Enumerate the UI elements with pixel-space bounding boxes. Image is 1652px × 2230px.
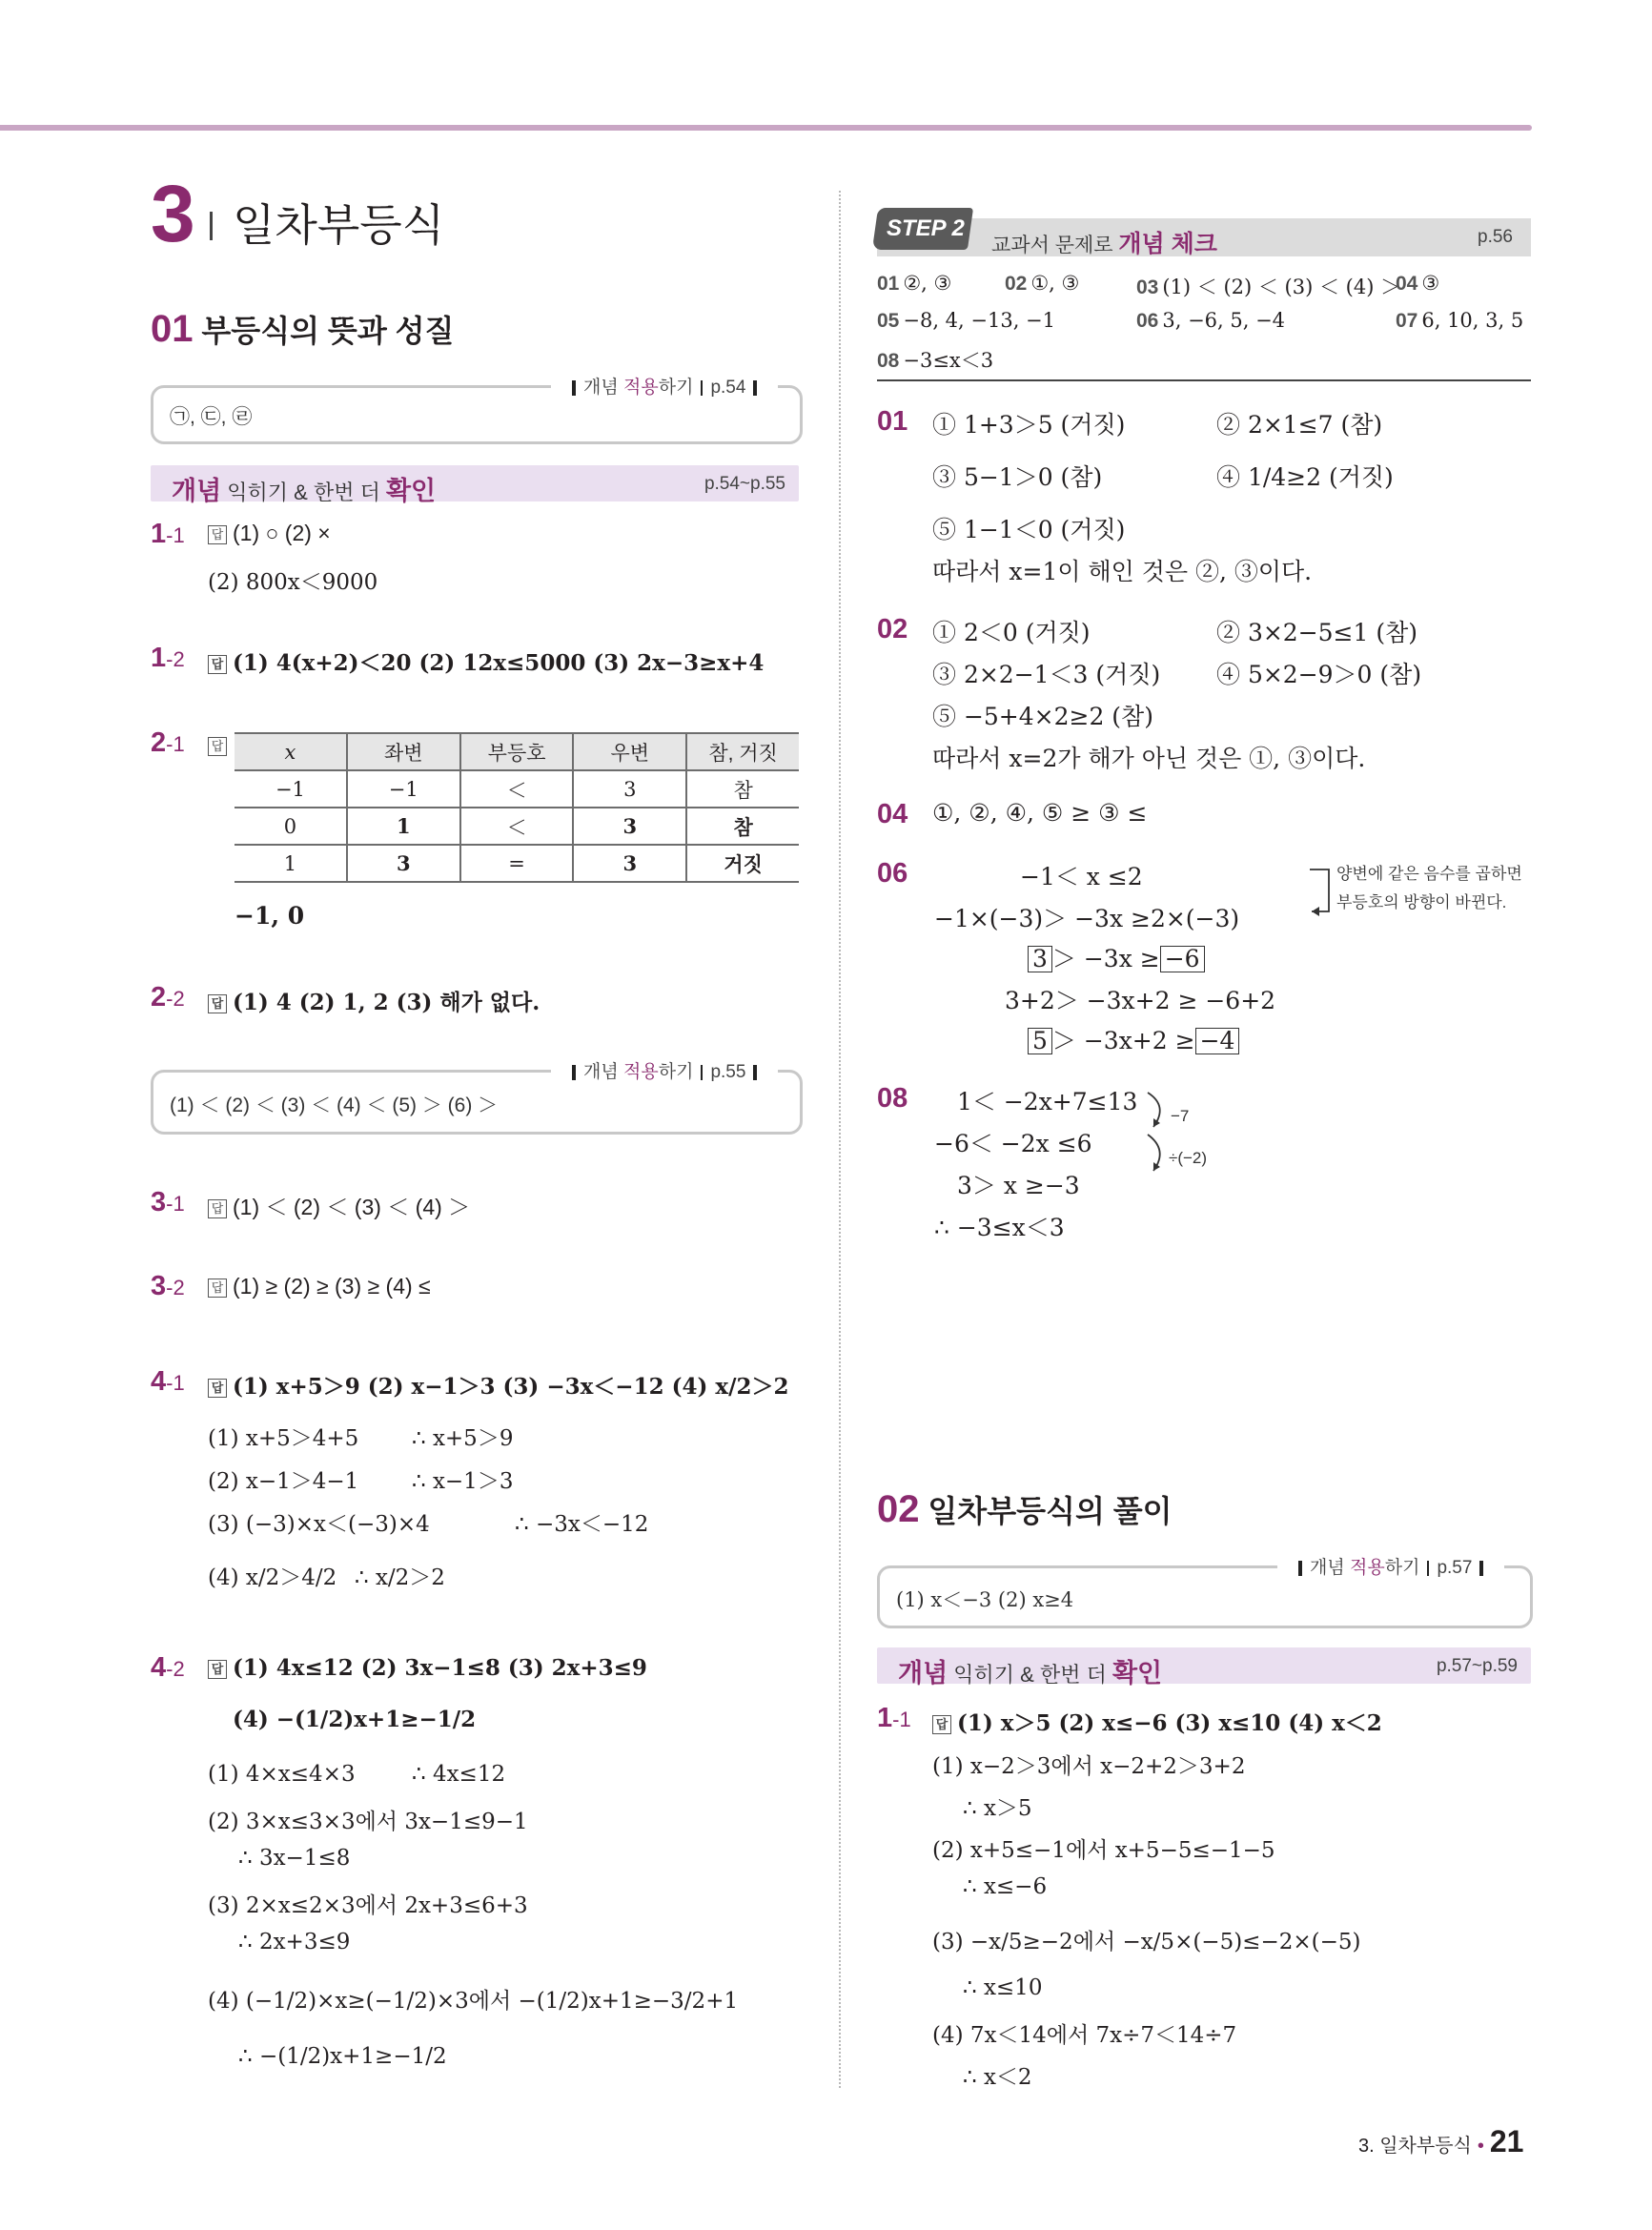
solution-02-line-2a: ③ 2×2−1＜3 (거짓): [932, 661, 1161, 688]
practice-banner-1: 개념 익히기 & 한번 더 확인 p.54~p.55: [151, 465, 799, 501]
problem-4-1-step-4-result: ∴ x/2＞2: [355, 1565, 445, 1590]
problem-2-2-answer: 답 (1) 4 (2) 1, 2 (3) 해가 없다.: [208, 985, 540, 1016]
solution-01-number: 01: [877, 406, 908, 437]
problem-1-1b-step-3-result: ∴ x≤10: [963, 1975, 1043, 2000]
solution-01-line-2a: ③ 5−1＞0 (참): [932, 463, 1103, 491]
chapter-divider: [210, 212, 213, 240]
problem-1-1b-step-3: (3) −x/5≥−2에서 −x/5×(−5)≤−2×(−5): [932, 1930, 1361, 1954]
practice-banner-2: 개념 익히기 & 한번 더 확인 p.57~p.59: [877, 1647, 1531, 1684]
problem-1-1-number: 1-1: [151, 519, 185, 549]
table-row: 1 3 = 3 거짓: [235, 845, 799, 882]
footer-chapter: 3. 일차부등식: [1358, 2136, 1472, 2157]
problem-1-1-solution: (2) 800x＜9000: [208, 570, 378, 595]
concept-box-1-tag: 개념 적용하기 p.54: [551, 373, 778, 399]
problem-1-1b-step-1-result: ∴ x＞5: [963, 1796, 1032, 1821]
step-2-answer-08: 08 −3≤x＜3: [877, 349, 994, 372]
truth-table: [235, 732, 799, 883]
problem-2-2-number: 2-2: [151, 982, 185, 1013]
solution-08-row-2: −6＜ −2x ≤6: [934, 1130, 1092, 1157]
step-2-answer-03: 03 (1) ＜ (2) ＜ (3) ＜ (4) ＞: [1136, 276, 1401, 298]
problem-1-2-number: 1-2: [151, 643, 185, 673]
step-2-answer-04: 04 ③: [1396, 272, 1440, 295]
section-2-number: 02: [877, 1488, 920, 1530]
concept-box-2-answer: (1) ＜ (2) ＜ (3) ＜ (4) ＜ (5) ＞ (6) ＞: [170, 1095, 499, 1116]
solution-08-note-1: −7: [1171, 1107, 1190, 1125]
solution-08-conclusion: ∴ −3≤x＜3: [934, 1214, 1065, 1241]
solution-02-line-1a: ① 2＜0 (거짓): [932, 619, 1091, 646]
solution-01-line-1a: ① 1+3＞5 (거짓): [932, 411, 1126, 439]
problem-1-1b-step-2-result: ∴ x≤−6: [963, 1874, 1048, 1899]
solution-08-row-1: 1＜ −2x+7≤13: [957, 1088, 1138, 1115]
problem-1-1b-step-2: (2) x+5≤−1에서 x+5−5≤−1−5: [932, 1838, 1275, 1863]
problem-4-1-number: 4-1: [151, 1366, 185, 1397]
problem-1-2-answer: 답 (1) 4(x+2)＜20 (2) 12x≤5000 (3) 2x−3≥x+4: [208, 645, 764, 677]
solution-01-line-1b: ② 2×1≤7 (참): [1216, 411, 1383, 439]
page-footer: 3. 일차부등식 • 21: [1358, 2124, 1524, 2158]
problem-2-1-number: 2-1: [151, 727, 185, 758]
solution-08-note-2: ÷(−2): [1169, 1149, 1208, 1167]
solution-02-line-1b: ② 3×2−5≤1 (참): [1216, 619, 1418, 646]
solution-01-line-2b: ④ 1/4≥2 (거짓): [1216, 463, 1394, 491]
section-2-heading: [877, 1487, 1173, 1531]
solution-06-row-2: −1×(−3)＞ −3x ≥2×(−3): [934, 905, 1240, 932]
solution-01-conclusion: 따라서 x=1이 해인 것은 ②, ③이다.: [932, 558, 1313, 585]
curved-arrows: [1144, 1087, 1173, 1192]
problem-4-1-step-3-result: ∴ −3x＜−12: [515, 1512, 649, 1537]
problem-3-2-number: 3-2: [151, 1271, 185, 1301]
problem-4-1-step-1-result: ∴ x+5＞9: [412, 1426, 514, 1451]
solution-06-note: 양변에 같은 음수를 곱하면 부등호의 방향이 바뀐다.: [1336, 865, 1522, 911]
section-1-number: 01: [151, 308, 194, 350]
problem-1-1b-step-1: (1) x−2＞3에서 x−2+2＞3+2: [932, 1754, 1246, 1779]
solution-02-line-2b: ④ 5×2−9＞0 (참): [1216, 661, 1422, 688]
step-2-answer-02: 02 ①, ③: [1005, 272, 1080, 295]
problem-4-2-step-4-result: ∴ −(1/2)x+1≥−1/2: [238, 2044, 447, 2069]
step-2-page: p.56: [1478, 227, 1513, 247]
problem-2-1-answer-mark: 답: [208, 730, 233, 758]
solution-08-row-3: 3＞ x ≥−3: [957, 1172, 1080, 1199]
problem-4-2-step-3-result: ∴ 2x+3≤9: [238, 1930, 351, 1954]
problem-4-2-step-1-result: ∴ 4x≤12: [412, 1762, 506, 1787]
concept-box-2-tag: 개념 적용하기 p.55: [551, 1057, 778, 1083]
problem-1-1b-step-4-result: ∴ x＜2: [963, 2065, 1032, 2090]
truth-table-header: x 좌변 부등호 우변 참, 거짓: [235, 733, 799, 770]
problem-4-2-step-2: (2) 3×x≤3×3에서 3x−1≤9−1: [208, 1810, 528, 1834]
problem-4-2-answer: 답 (1) 4x≤12 (2) 3x−1≤8 (3) 2x+3≤9: [208, 1655, 647, 1681]
problem-1-1b-answer: 답 (1) x＞5 (2) x≤−6 (3) x≤10 (4) x＜2: [932, 1706, 1382, 1737]
table-row: 0 1 ＜ 3 참: [235, 808, 799, 845]
solution-01-line-3: ⑤ 1−1＜0 (거짓): [932, 516, 1126, 543]
problem-4-1-answer: 답 (1) x+5＞9 (2) x−1＞3 (3) −3x＜−12 (4) x/2＞2: [208, 1369, 789, 1401]
column-divider: [839, 191, 841, 2088]
concept-box-3-tag: 개념 적용하기 p.57: [1277, 1553, 1504, 1579]
section-1-title: 부등식의 뜻과 성질: [201, 314, 455, 348]
problem-4-1-step-2-result: ∴ x−1＞3: [412, 1469, 514, 1494]
solution-06-row-5: 5 ＞ −3x+2 ≥ −4: [1028, 1022, 1239, 1056]
problem-1-1b-number: 1-1: [877, 1703, 911, 1733]
problem-3-1-answer: 답 (1) ＜ (2) ＜ (3) ＜ (4) ＞: [208, 1190, 470, 1221]
problem-4-2-step-4: (4) (−1/2)×x≥(−1/2)×3에서 −(1/2)x+1≥−3/2+1: [208, 1989, 739, 2014]
solution-02-number: 02: [877, 614, 908, 644]
section-1-heading: [151, 307, 454, 351]
step-2-answer-01: 01 ②, ③: [877, 272, 952, 295]
problem-1-1-answer: 답 (1) ○ (2) ×: [208, 521, 331, 546]
problem-3-2-answer: 답 (1) ≥ (2) ≥ (3) ≥ (4) ≤: [208, 1274, 431, 1299]
solution-04-text: ①, ②, ④, ⑤ ≥ ③ ≤: [932, 799, 1148, 827]
problem-4-1-step-2: (2) x−1＞4−1: [208, 1469, 359, 1494]
problem-4-1-step-4: (4) x/2＞4/2: [208, 1565, 337, 1590]
problem-2-1-result: −1, 0: [235, 902, 305, 930]
solution-06-number: 06: [877, 858, 908, 889]
page-number: 21: [1489, 2124, 1524, 2158]
solution-06-row-3: 3 ＞ −3x ≥ −6: [1028, 940, 1205, 974]
solution-04-number: 04: [877, 799, 908, 829]
problem-4-1-step-3: (3) (−3)×x＜(−3)×4: [208, 1512, 430, 1537]
solution-06-row-1: −1＜ x ≤2: [1020, 863, 1143, 890]
problem-4-1-step-1: (1) x+5＞4+5: [208, 1426, 359, 1451]
step-2-answer-07: 07 6, 10, 3, 5: [1396, 309, 1524, 332]
problem-4-2-answer-4: (4) −(1/2)x+1≥−1/2: [233, 1707, 477, 1732]
solution-02-line-3: ⑤ −5+4×2≥2 (참): [932, 703, 1153, 730]
section-2-title: 일차부등식의 풀이: [928, 1494, 1173, 1528]
concept-box-3-answer: (1) x＜−3 (2) x≥4: [896, 1588, 1074, 1611]
problem-4-2-step-2-result: ∴ 3x−1≤8: [238, 1846, 351, 1871]
table-row: −1 −1 ＜ 3 참: [235, 770, 799, 808]
step-2-badge-label: STEP 2: [887, 215, 965, 241]
chapter-number: 3: [151, 169, 195, 258]
step-2-answer-06: 06 3, −6, 5, −4: [1136, 309, 1286, 332]
concept-box-1-answer: ㉠, ㉢, ㉣: [170, 406, 253, 428]
step-2-answer-05: 05 −8, 4, −13, −1: [877, 309, 1056, 332]
solution-06-row-4: 3+2＞ −3x+2 ≥ −6+2: [1005, 987, 1276, 1014]
solution-02-conclusion: 따라서 x=2가 해가 아닌 것은 ①, ③이다.: [932, 745, 1366, 772]
problem-1-1b-step-4: (4) 7x＜14에서 7x÷7＜14÷7: [932, 2023, 1237, 2048]
problem-4-2-step-3: (3) 2×x≤2×3에서 2x+3≤6+3: [208, 1893, 528, 1918]
step-2-divider: [877, 379, 1531, 381]
problem-4-2-number: 4-2: [151, 1652, 185, 1683]
step-2-title: 교과서 문제로 개념 체크: [991, 231, 1217, 257]
problem-4-2-step-1: (1) 4×x≤4×3: [208, 1762, 356, 1787]
problem-3-1-number: 3-1: [151, 1187, 185, 1217]
solution-08-number: 08: [877, 1083, 908, 1114]
top-rule: [0, 125, 1532, 131]
chapter-title: 일차부등식: [233, 200, 445, 250]
